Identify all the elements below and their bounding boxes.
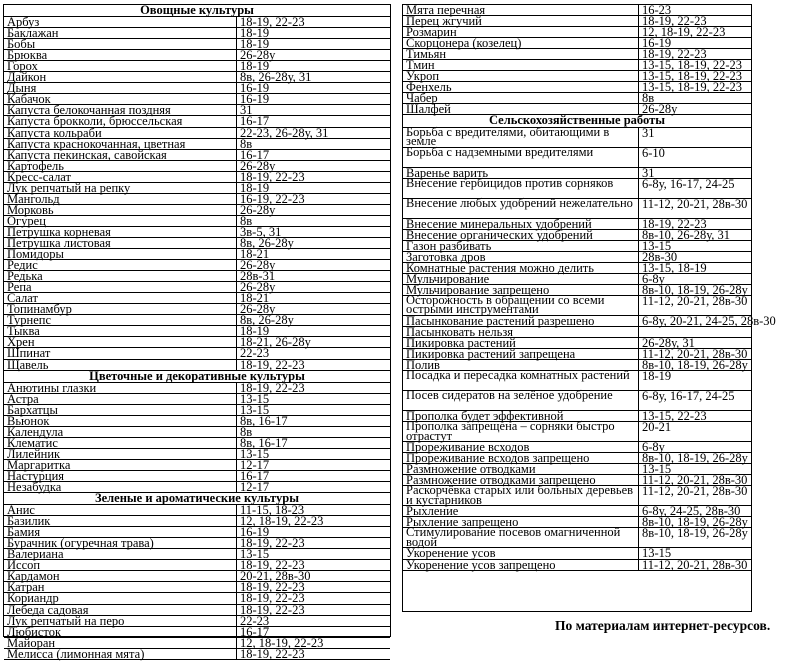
crop-name-cell: Внесение гербицидов против сорняков xyxy=(403,179,639,198)
table-row xyxy=(403,93,751,104)
table-row xyxy=(4,624,390,639)
crop-name-cell: Перец жгучий xyxy=(403,16,639,26)
left-column-table xyxy=(3,3,391,661)
dates-cell: 26-28у xyxy=(240,158,276,173)
crop-name-cell: Помидоры xyxy=(4,249,237,259)
crop-name-cell: Газон разбивать xyxy=(403,241,639,251)
crop-name-cell: Тыква xyxy=(4,326,237,336)
crop-name-cell: Лилейник xyxy=(4,449,237,459)
dates-cell: 11-12, 20-21, 28в-30 xyxy=(642,293,748,308)
table-row xyxy=(403,195,751,219)
dates-cell: 13-15 xyxy=(642,238,672,253)
crop-name-cell: Варенье варить xyxy=(403,168,639,178)
table-row xyxy=(4,391,390,406)
table-row xyxy=(4,249,390,260)
table-row xyxy=(4,613,390,628)
table-row xyxy=(403,82,751,93)
dates-cell: 11-12, 20-21, 28в-30 xyxy=(642,484,748,499)
dates-cell: 8в-10, 18-19, 26-28у xyxy=(642,282,748,297)
dates-cell: 11-12, 20-21, 28в-30 xyxy=(642,347,748,362)
dates-cell: 26-28у, 31 xyxy=(642,335,695,350)
dates-cell: 8в-10, 18-19, 26-28у xyxy=(642,451,748,466)
table-row xyxy=(4,39,390,50)
dates-cell: 6-8у, 16-17, 24-25 xyxy=(642,176,735,191)
crop-name-cell: Турнепс xyxy=(4,315,237,325)
crop-name-cell: Укоренение усов xyxy=(403,548,639,558)
crop-name-cell: Маргаритка xyxy=(4,460,237,470)
crop-name-cell: Петрушка корневая xyxy=(4,227,237,237)
dates-cell: 8в-10, 18-19, 26-28у xyxy=(642,526,748,541)
crop-name-cell: Стимулирование посевов омагниченной водой xyxy=(403,528,639,547)
crop-name-cell: Бобы xyxy=(4,39,237,49)
table-row xyxy=(4,582,390,593)
crop-name-cell: Анис xyxy=(4,505,237,515)
dates-cell: 13-15 xyxy=(642,546,672,561)
dates-cell: 8в, 16-17 xyxy=(240,435,288,450)
crop-name-cell: Настурция xyxy=(4,471,237,481)
table-row xyxy=(4,72,390,83)
crop-name-cell: Пикировка растений запрещена xyxy=(403,349,639,359)
table-row xyxy=(403,525,751,550)
table-row xyxy=(4,380,390,395)
dates-cell: 18-21 xyxy=(240,247,270,262)
dates-cell: 16-17 xyxy=(240,468,270,483)
crop-name-cell: Капуста белокочанная поздняя xyxy=(4,105,237,115)
dates-cell: 26-28у xyxy=(240,280,276,295)
crop-name-cell: Дыня xyxy=(4,83,237,93)
table-row xyxy=(4,435,390,450)
table-row xyxy=(4,468,390,483)
crop-name-cell: Капуста брокколи, брюссельская xyxy=(4,116,237,126)
dates-cell: 16-19 xyxy=(642,36,672,51)
dates-cell: 16-23 xyxy=(642,3,672,17)
table-row xyxy=(4,315,390,326)
crop-name-cell: Шалфей xyxy=(403,104,639,114)
dates-cell: 12, 18-19, 22-23 xyxy=(642,25,726,40)
table-row xyxy=(4,337,390,348)
source-footnote: По материалам интернет-ресурсов. xyxy=(555,618,771,633)
table-row xyxy=(4,202,390,217)
crop-name-cell: Катран xyxy=(4,582,237,592)
dates-cell: 13-15 xyxy=(240,402,270,417)
right-column-table xyxy=(402,3,776,612)
table-row xyxy=(4,83,390,94)
crop-name-cell: Огурец xyxy=(4,216,237,226)
section-heading: Сельскохозяйственные работы xyxy=(403,115,751,127)
crop-name-cell: Редька xyxy=(4,271,237,281)
dates-cell: 13-15, 18-19, 22-23 xyxy=(642,80,742,95)
crop-name-cell: Укроп xyxy=(403,71,639,81)
crop-name-cell: Пикировка растений xyxy=(403,338,639,348)
table-row xyxy=(403,388,751,411)
dates-cell: 31 xyxy=(642,125,655,140)
crop-name-cell: Картофель xyxy=(4,161,237,171)
table-row xyxy=(4,61,390,72)
crop-name-cell: Прополка будет эффективной xyxy=(403,411,639,421)
crop-name-cell: Шпинат xyxy=(4,348,237,358)
table-row xyxy=(4,549,390,560)
crop-name-cell: Кабачок xyxy=(4,94,237,104)
crop-name-cell: Щавель xyxy=(4,360,237,370)
crop-name-cell: Вьюнок xyxy=(4,416,237,426)
crop-name-cell: Капуста пекинская, савойская xyxy=(4,150,237,160)
dates-cell: 6-8у xyxy=(642,440,665,455)
dates-cell: 12, 18-19, 22-23 xyxy=(240,514,324,529)
crop-name-cell: Капуста краснокочанная, цветная xyxy=(4,139,237,149)
dates-cell: 18-19, 22-23 xyxy=(642,216,707,231)
crop-name-cell: Баклажан xyxy=(4,28,237,38)
crop-name-cell: Лук репчатый на репку xyxy=(4,183,237,193)
table-row xyxy=(4,326,390,337)
dates-cell: 18-19, 22-23 xyxy=(240,15,305,30)
crop-name-cell: Любисток xyxy=(4,627,237,637)
crop-name-cell: Лук репчатый на перо xyxy=(4,616,237,626)
dates-cell: 6-8у, 20-21, 24-25, 28в-30 xyxy=(642,313,776,328)
crop-name-cell: Иссоп xyxy=(4,560,237,570)
table-row xyxy=(403,483,751,507)
crop-name-cell: Борьба с надземными вредителями xyxy=(403,148,639,167)
crop-name-cell: Кориандр xyxy=(4,593,237,603)
dates-cell: 8в-10, 18-19, 26-28у xyxy=(642,358,748,373)
crop-name-cell: Раскорчёвка старых или больных деревьев и кустарников xyxy=(403,486,639,505)
crop-name-cell: Пасынковать нельзя xyxy=(403,327,639,337)
dates-cell: 13-15 xyxy=(240,547,270,562)
crop-name-cell: Рыхление xyxy=(403,506,639,516)
crop-name-cell: Комнатные растения можно делить xyxy=(403,263,639,273)
section-heading: Цветочные и декоративные культуры xyxy=(4,371,390,383)
dates-cell: 8в, 16-17 xyxy=(240,413,288,428)
crop-name-cell: Бурачник (огуречная трава) xyxy=(4,538,237,548)
table-row xyxy=(403,292,751,317)
dates-cell: 16-19, 22-23 xyxy=(240,191,305,206)
crop-name-cell: Петрушка листовая xyxy=(4,238,237,248)
crop-name-cell: Пасынкование растений разрешено xyxy=(403,316,639,326)
crop-name-cell: Размножение отводками запрещено xyxy=(403,475,639,485)
crop-name-cell: Кресс-салат xyxy=(4,172,237,182)
crop-name-cell: Мелисса (лимонная мята) xyxy=(4,649,237,659)
dates-cell: 13-15, 22-23 xyxy=(642,409,707,424)
table-row xyxy=(4,50,390,61)
dates-cell: 8в, 26-28у xyxy=(240,313,294,328)
dates-cell: 22-23 xyxy=(240,346,270,361)
dates-cell: 13-15, 18-19, 22-23 xyxy=(642,58,742,73)
crop-name-cell: Мята перечная xyxy=(403,5,639,15)
dates-cell: 6-8у xyxy=(642,271,665,286)
dates-cell: 6-10 xyxy=(642,145,665,160)
crop-name-cell: Астра xyxy=(4,394,237,404)
dates-cell: 13-15 xyxy=(642,462,672,477)
crop-name-cell: Мульчирование запрещено xyxy=(403,285,639,295)
dates-cell: 26-28у xyxy=(240,302,276,317)
dates-cell: 11-12, 20-21, 28в-30 xyxy=(642,196,748,211)
crop-name-cell: Размножение отводками xyxy=(403,464,639,474)
crop-name-cell: Внесение любых удобрений нежелательно xyxy=(403,199,639,218)
crop-name-cell: Внесение минеральных удобрений xyxy=(403,219,639,229)
crop-name-cell: Бамия xyxy=(4,527,237,537)
dates-cell: 16-17 xyxy=(240,147,270,162)
table-row xyxy=(4,560,390,571)
dates-cell: 18-19, 22-23 xyxy=(240,602,305,617)
table-row xyxy=(4,28,390,39)
table-row xyxy=(403,144,751,168)
crop-name-cell: Бархатцы xyxy=(4,405,237,415)
dates-cell: 18-19 xyxy=(642,369,672,384)
crop-name-cell: Заготовка дров xyxy=(403,252,639,262)
crop-name-cell: Кардамон xyxy=(4,571,237,581)
dates-cell: 12-17 xyxy=(240,480,270,495)
table-row xyxy=(403,419,751,443)
dates-cell: 8в xyxy=(240,136,253,151)
crop-name-cell: Полив xyxy=(403,360,639,370)
dates-cell: 18-19, 22-23 xyxy=(240,169,305,184)
dates-cell: 8в, 26-28у xyxy=(240,235,294,250)
crop-name-cell: Мульчирование xyxy=(403,274,639,284)
dates-cell: 22-23, 26-28у, 31 xyxy=(240,125,329,140)
crop-name-cell: Топинамбур xyxy=(4,304,237,314)
crop-name-cell: Внесение органических удобрений xyxy=(403,230,639,240)
crop-name-cell: Арбуз xyxy=(4,17,237,27)
table-row xyxy=(4,282,390,293)
crop-name-cell: Тмин xyxy=(403,60,639,70)
dates-cell: 26-28у xyxy=(240,258,276,273)
crop-name-cell: Укоренение усов запрещено xyxy=(403,560,639,570)
crop-name-cell: Незабудка xyxy=(4,482,237,492)
dates-cell: 18-19 xyxy=(240,324,270,339)
crop-name-cell: Календула xyxy=(4,427,237,437)
table-row xyxy=(4,304,390,315)
crop-name-cell: Хрен xyxy=(4,337,237,347)
dates-cell: 13-15 xyxy=(240,446,270,461)
dates-cell: 18-19, 22-23 xyxy=(240,380,305,395)
table-row xyxy=(4,505,390,516)
dates-cell: 18-19, 22-23 xyxy=(240,558,305,573)
crop-name-cell: Капуста кольраби xyxy=(4,128,237,138)
dates-cell: 18-19 xyxy=(240,59,270,74)
crop-name-cell: Осторожность в обращении со всеми острыми инструментами xyxy=(403,296,639,315)
dates-cell: 18-19, 22-23 xyxy=(240,536,305,551)
crop-name-cell: Борьба с вредителями, обитающими в земле xyxy=(403,128,639,147)
dates-cell: 16-17 xyxy=(240,624,270,639)
dates-cell: 18-19 xyxy=(240,26,270,41)
table-row xyxy=(4,402,390,417)
crop-name-cell: Посадка и пересадка комнатных растений xyxy=(403,371,639,390)
dates-cell: 28в-31 xyxy=(240,269,276,284)
dates-cell: 13-15, 18-19, 22-23 xyxy=(642,69,742,84)
dates-cell: 20-21 xyxy=(642,420,672,435)
table-row xyxy=(4,260,390,271)
table-row xyxy=(4,571,390,582)
dates-cell: 18-21 xyxy=(240,291,270,306)
table-row xyxy=(4,17,390,28)
section-heading: Зеленые и ароматические культуры xyxy=(4,493,390,505)
crop-name-cell: Посев сидератов на зелёное удобрение xyxy=(403,391,639,410)
section-heading: Овощные культуры xyxy=(4,5,390,17)
dates-cell: 18-19, 22-23 xyxy=(642,47,707,62)
dates-cell: 8в-10, 26-28у, 31 xyxy=(642,227,730,242)
crop-name-cell: Прополка запрещена – сорняки быстро отрастут xyxy=(403,422,639,441)
dates-cell: 12-17 xyxy=(240,457,270,472)
dates-cell: 8в, 26-28у, 31 xyxy=(240,70,312,85)
crop-name-cell: Брюква xyxy=(4,50,237,60)
dates-cell: 3в-5, 31 xyxy=(240,224,282,239)
crop-name-cell: Базилик xyxy=(4,516,237,526)
crop-name-cell: Скорцонера (козелец) xyxy=(403,38,639,48)
dates-cell: 20-21, 28в-30 xyxy=(240,569,311,584)
dates-cell: 18-21, 26-28у xyxy=(240,335,311,350)
dates-cell: 8в xyxy=(240,213,253,228)
dates-cell: 12, 18-19, 22-23 xyxy=(240,635,324,650)
dates-cell: 31 xyxy=(240,103,253,118)
dates-cell: 16-19 xyxy=(240,81,270,96)
dates-cell: 26-28у xyxy=(240,202,276,217)
dates-cell: 18-19, 22-23 xyxy=(642,14,707,29)
dates-cell: 8в xyxy=(642,91,655,106)
table-row xyxy=(4,180,390,195)
crop-name-cell: Фенхель xyxy=(403,82,639,92)
crop-name-cell: Салат xyxy=(4,293,237,303)
dates-cell: 18-19, 22-23 xyxy=(240,580,305,595)
dates-cell: 11-15, 18-23 xyxy=(240,503,305,518)
dates-cell: 6-8у, 24-25, 28в-30 xyxy=(642,504,741,519)
crop-name-cell: Анютины глазки xyxy=(4,383,237,393)
table-row xyxy=(4,348,390,359)
crop-name-cell: Рыхление запрещено xyxy=(403,517,639,527)
table-row xyxy=(4,516,390,527)
dates-cell: 16-19 xyxy=(240,92,270,107)
dates-cell: 13-15, 18-19 xyxy=(642,260,707,275)
dates-cell: 26-28у xyxy=(240,48,276,63)
crop-name-cell: Горох xyxy=(4,61,237,71)
crop-name-cell: Валериана xyxy=(4,549,237,559)
dates-cell: 26-28у xyxy=(642,102,678,117)
crop-name-cell: Редис xyxy=(4,260,237,270)
crop-name-cell: Чабер xyxy=(403,93,639,103)
dates-cell: 18-19 xyxy=(240,37,270,52)
crop-name-cell: Лебеда садовая xyxy=(4,605,237,615)
dates-cell: 16-19 xyxy=(240,525,270,540)
dates-cell: 11-12, 20-21, 28в-30 xyxy=(642,473,748,488)
crop-name-cell: Клематис xyxy=(4,438,237,448)
dates-cell: 28в-30 xyxy=(642,249,678,264)
table-row xyxy=(4,271,390,282)
dates-cell: 13-15 xyxy=(240,391,270,406)
table-row xyxy=(4,191,390,206)
dates-cell: 22-23 xyxy=(240,613,270,628)
dates-cell: 18-19 xyxy=(240,180,270,195)
dates-cell: 18-19, 22-23 xyxy=(240,357,305,372)
dates-cell: 16-17 xyxy=(240,114,270,129)
table-row xyxy=(4,424,390,439)
dates-cell: 31 xyxy=(642,165,655,180)
crop-name-cell: Мангольд xyxy=(4,194,237,204)
dates-cell: 18-19, 22-23 xyxy=(240,646,305,661)
dates-cell: 11-12, 20-21, 28в-30 xyxy=(642,557,748,572)
table-row xyxy=(403,557,751,572)
dates-cell: 18-19, 22-23 xyxy=(240,591,305,606)
dates-cell: 8в xyxy=(240,424,253,439)
crop-name-cell: Розмарин xyxy=(403,27,639,37)
crop-name-cell: Репа xyxy=(4,282,237,292)
crop-name-cell: Морковь xyxy=(4,205,237,215)
dates-cell: 6-8у, 16-17, 24-25 xyxy=(642,389,735,404)
table-row xyxy=(4,646,390,661)
dates-cell: 8в-10, 18-19, 26-28у xyxy=(642,515,748,530)
crop-name-cell: Прореживание всходов запрещено xyxy=(403,453,639,463)
crop-name-cell: Прореживание всходов xyxy=(403,442,639,452)
crop-name-cell: Майоран xyxy=(4,638,237,648)
crop-name-cell: Дайкон xyxy=(4,72,237,82)
crop-name-cell: Тимьян xyxy=(403,49,639,59)
